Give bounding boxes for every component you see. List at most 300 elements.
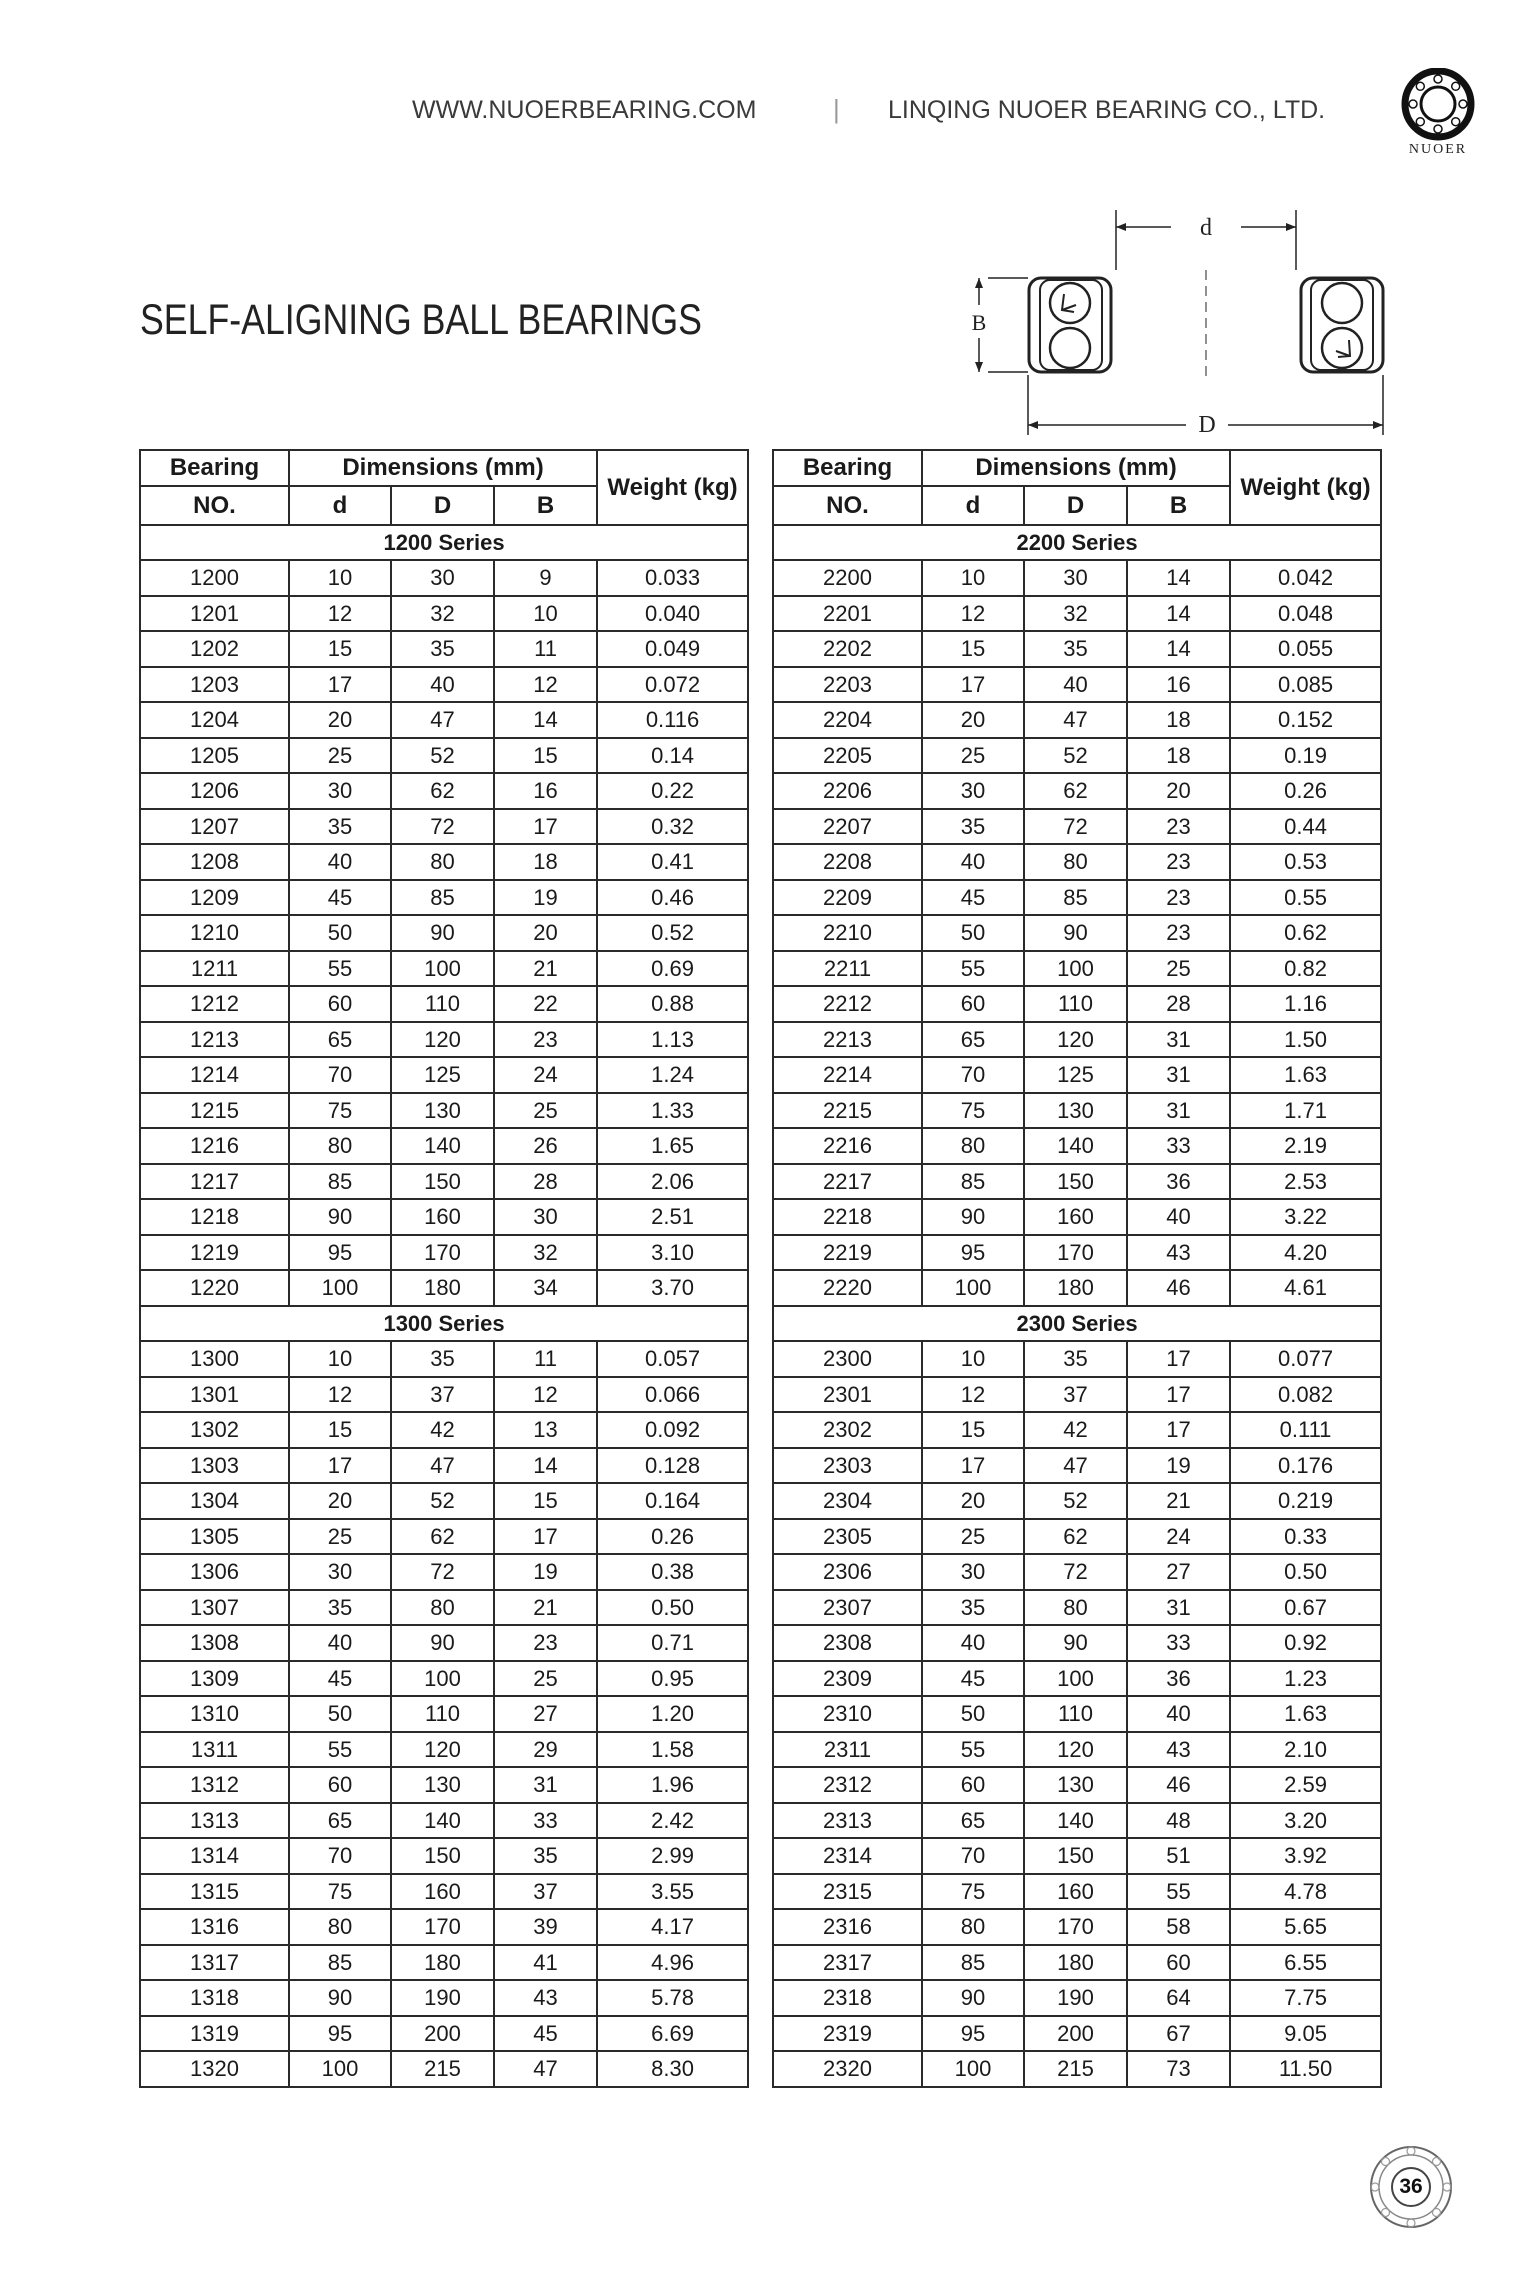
- bearing-no-cell: 1317: [140, 1945, 289, 1981]
- width-B-cell: 33: [1127, 1625, 1230, 1661]
- bore-d-cell: 10: [289, 1341, 391, 1377]
- weight-cell: 0.67: [1230, 1590, 1381, 1626]
- width-B-cell: 27: [494, 1696, 597, 1732]
- bore-d-cell: 55: [289, 1732, 391, 1768]
- weight-cell: 0.040: [597, 596, 748, 632]
- outer-D-cell: 52: [1024, 738, 1127, 774]
- bearing-no-cell: 2311: [773, 1732, 922, 1768]
- weight-cell: 0.92: [1230, 1625, 1381, 1661]
- width-B-cell: 31: [1127, 1093, 1230, 1129]
- outer-D-cell: 42: [1024, 1412, 1127, 1448]
- weight-cell: 4.96: [597, 1945, 748, 1981]
- width-B-cell: 14: [1127, 631, 1230, 667]
- weight-cell: 3.55: [597, 1874, 748, 1910]
- outer-D-cell: 190: [391, 1980, 494, 2016]
- table-row: [140, 1625, 748, 1661]
- bore-d-cell: 20: [289, 1483, 391, 1519]
- outer-D-cell: 100: [1024, 951, 1127, 987]
- bore-d-cell: 15: [922, 1412, 1024, 1448]
- weight-cell: 0.048: [1230, 596, 1381, 632]
- weight-cell: 0.066: [597, 1377, 748, 1413]
- weight-cell: 3.92: [1230, 1838, 1381, 1874]
- outer-D-cell: 35: [391, 1341, 494, 1377]
- table-row: [140, 2051, 748, 2087]
- weight-cell: 0.128: [597, 1448, 748, 1484]
- bearing-no-cell: 1319: [140, 2016, 289, 2052]
- outer-D-cell: 200: [1024, 2016, 1127, 2052]
- bore-d-cell: 90: [922, 1980, 1024, 2016]
- page-number-badge: [1368, 2144, 1454, 2230]
- outer-D-cell: 140: [391, 1803, 494, 1839]
- table-row: [773, 1767, 1381, 1803]
- outer-D-cell: 170: [1024, 1909, 1127, 1945]
- width-B-cell: 17: [1127, 1377, 1230, 1413]
- weight-cell: 5.65: [1230, 1909, 1381, 1945]
- bore-d-cell: 95: [922, 1235, 1024, 1271]
- width-B-cell: 28: [494, 1164, 597, 1200]
- width-B-cell: 9: [494, 560, 597, 596]
- weight-cell: 11.50: [1230, 2051, 1381, 2087]
- bearing-no-cell: 2211: [773, 951, 922, 987]
- bearing-no-cell: 1211: [140, 951, 289, 987]
- bore-d-cell: 65: [289, 1803, 391, 1839]
- width-B-cell: 25: [494, 1661, 597, 1697]
- bearing-no-cell: 1309: [140, 1661, 289, 1697]
- dim-label-B: B: [971, 310, 987, 335]
- width-B-cell: 18: [1127, 738, 1230, 774]
- bearing-no-cell: 2308: [773, 1625, 922, 1661]
- width-B-cell: 17: [1127, 1341, 1230, 1377]
- weight-cell: 9.05: [1230, 2016, 1381, 2052]
- table-row: [773, 2051, 1381, 2087]
- table-row: [140, 1164, 748, 1200]
- bearing-no-cell: 2205: [773, 738, 922, 774]
- table-row: [140, 773, 748, 809]
- bearing-no-cell: 1216: [140, 1128, 289, 1164]
- bearing-no-cell: 1304: [140, 1483, 289, 1519]
- header-d: d: [289, 486, 391, 525]
- width-B-cell: 29: [494, 1732, 597, 1768]
- bore-d-cell: 80: [289, 1909, 391, 1945]
- bearing-no-cell: 1200: [140, 560, 289, 596]
- bearing-no-cell: 1207: [140, 809, 289, 845]
- outer-D-cell: 52: [391, 738, 494, 774]
- width-B-cell: 34: [494, 1270, 597, 1306]
- bearing-no-cell: 1203: [140, 667, 289, 703]
- outer-D-cell: 52: [391, 1483, 494, 1519]
- width-B-cell: 17: [494, 809, 597, 845]
- table-row: [773, 951, 1381, 987]
- bearing-no-cell: 2215: [773, 1093, 922, 1129]
- weight-cell: 2.19: [1230, 1128, 1381, 1164]
- width-B-cell: 47: [494, 2051, 597, 2087]
- width-B-cell: 13: [494, 1412, 597, 1448]
- outer-D-cell: 120: [1024, 1022, 1127, 1058]
- bearing-no-cell: 1318: [140, 1980, 289, 2016]
- width-B-cell: 23: [1127, 915, 1230, 951]
- bearing-no-cell: 2314: [773, 1838, 922, 1874]
- bearing-no-cell: 1212: [140, 986, 289, 1022]
- bearing-no-cell: 2313: [773, 1803, 922, 1839]
- table-row: [140, 1980, 748, 2016]
- weight-cell: 0.072: [597, 667, 748, 703]
- outer-D-cell: 100: [391, 951, 494, 987]
- bore-d-cell: 10: [922, 560, 1024, 596]
- weight-cell: 2.59: [1230, 1767, 1381, 1803]
- table-row: [140, 631, 748, 667]
- bore-d-cell: 25: [922, 738, 1024, 774]
- table-row: [773, 809, 1381, 845]
- width-B-cell: 21: [1127, 1483, 1230, 1519]
- width-B-cell: 73: [1127, 2051, 1230, 2087]
- outer-D-cell: 80: [391, 844, 494, 880]
- outer-D-cell: 62: [391, 773, 494, 809]
- bore-d-cell: 10: [289, 560, 391, 596]
- width-B-cell: 26: [494, 1128, 597, 1164]
- bore-d-cell: 85: [289, 1945, 391, 1981]
- width-B-cell: 37: [494, 1874, 597, 1910]
- outer-D-cell: 180: [1024, 1270, 1127, 1306]
- outer-D-cell: 90: [391, 915, 494, 951]
- table-row: [140, 986, 748, 1022]
- weight-cell: 6.69: [597, 2016, 748, 2052]
- width-B-cell: 19: [494, 1554, 597, 1590]
- weight-cell: 0.152: [1230, 702, 1381, 738]
- outer-D-cell: 100: [391, 1661, 494, 1697]
- table-row: [773, 1057, 1381, 1093]
- outer-D-cell: 160: [391, 1874, 494, 1910]
- weight-cell: 7.75: [1230, 1980, 1381, 2016]
- bore-d-cell: 30: [922, 773, 1024, 809]
- table-row: [773, 1377, 1381, 1413]
- outer-D-cell: 170: [391, 1235, 494, 1271]
- width-B-cell: 14: [1127, 560, 1230, 596]
- outer-D-cell: 80: [1024, 844, 1127, 880]
- bore-d-cell: 95: [922, 2016, 1024, 2052]
- bore-d-cell: 70: [922, 1057, 1024, 1093]
- width-B-cell: 23: [494, 1022, 597, 1058]
- bearing-no-cell: 2320: [773, 2051, 922, 2087]
- header-B: B: [1127, 486, 1230, 525]
- bore-d-cell: 50: [289, 915, 391, 951]
- weight-cell: 0.049: [597, 631, 748, 667]
- bore-d-cell: 55: [922, 1732, 1024, 1768]
- weight-cell: 3.10: [597, 1235, 748, 1271]
- header-D: D: [1024, 486, 1127, 525]
- table-row: [773, 1448, 1381, 1484]
- weight-cell: 1.63: [1230, 1057, 1381, 1093]
- weight-cell: 2.10: [1230, 1732, 1381, 1768]
- outer-D-cell: 35: [391, 631, 494, 667]
- bore-d-cell: 25: [289, 1519, 391, 1555]
- table-row: [773, 1483, 1381, 1519]
- table-row: [140, 1377, 748, 1413]
- bore-d-cell: 90: [289, 1980, 391, 2016]
- bearing-no-cell: 2302: [773, 1412, 922, 1448]
- weight-cell: 4.17: [597, 1909, 748, 1945]
- dim-label-d: d: [1200, 215, 1212, 241]
- bearing-cross-section-diagram: [966, 210, 1386, 440]
- width-B-cell: 24: [494, 1057, 597, 1093]
- bore-d-cell: 95: [289, 2016, 391, 2052]
- weight-cell: 1.23: [1230, 1661, 1381, 1697]
- outer-D-cell: 215: [391, 2051, 494, 2087]
- bore-d-cell: 45: [289, 880, 391, 916]
- bore-d-cell: 100: [922, 2051, 1024, 2087]
- table-row: [140, 1270, 748, 1306]
- table-row: [140, 1838, 748, 1874]
- bearing-no-cell: 2201: [773, 596, 922, 632]
- outer-D-cell: 160: [391, 1199, 494, 1235]
- outer-D-cell: 130: [391, 1767, 494, 1803]
- weight-cell: 2.51: [597, 1199, 748, 1235]
- outer-D-cell: 35: [1024, 1341, 1127, 1377]
- bearing-no-cell: 1205: [140, 738, 289, 774]
- page-title: SELF-ALIGNING BALL BEARINGS: [140, 296, 702, 344]
- bearing-no-cell: 2204: [773, 702, 922, 738]
- bearing-no-cell: 1206: [140, 773, 289, 809]
- outer-D-cell: 37: [1024, 1377, 1127, 1413]
- table-row: [140, 1412, 748, 1448]
- width-B-cell: 27: [1127, 1554, 1230, 1590]
- weight-cell: 0.71: [597, 1625, 748, 1661]
- bearing-no-cell: 2216: [773, 1128, 922, 1164]
- table-row: [773, 986, 1381, 1022]
- bore-d-cell: 15: [289, 631, 391, 667]
- table-row: [140, 1696, 748, 1732]
- bearing-table-right: [772, 449, 1382, 2088]
- table-row: [140, 844, 748, 880]
- outer-D-cell: 85: [391, 880, 494, 916]
- series-header-row: [773, 525, 1381, 561]
- series-label: 2200 Series: [773, 525, 1381, 561]
- width-B-cell: 14: [1127, 596, 1230, 632]
- bore-d-cell: 30: [289, 773, 391, 809]
- width-B-cell: 40: [1127, 1199, 1230, 1235]
- series-label: 2300 Series: [773, 1306, 1381, 1342]
- outer-D-cell: 30: [1024, 560, 1127, 596]
- outer-D-cell: 190: [1024, 1980, 1127, 2016]
- table-row: [140, 1519, 748, 1555]
- weight-cell: 0.41: [597, 844, 748, 880]
- bore-d-cell: 35: [289, 809, 391, 845]
- table-row: [773, 1341, 1381, 1377]
- bore-d-cell: 85: [922, 1164, 1024, 1200]
- bore-d-cell: 20: [922, 702, 1024, 738]
- width-B-cell: 18: [494, 844, 597, 880]
- table-row: [140, 1945, 748, 1981]
- table-row: [773, 1022, 1381, 1058]
- weight-cell: 0.95: [597, 1661, 748, 1697]
- outer-D-cell: 150: [1024, 1838, 1127, 1874]
- weight-cell: 0.111: [1230, 1412, 1381, 1448]
- outer-D-cell: 130: [1024, 1093, 1127, 1129]
- bore-d-cell: 60: [289, 986, 391, 1022]
- weight-cell: 3.22: [1230, 1199, 1381, 1235]
- bore-d-cell: 65: [922, 1803, 1024, 1839]
- weight-cell: 4.20: [1230, 1235, 1381, 1271]
- bore-d-cell: 70: [922, 1838, 1024, 1874]
- weight-cell: 0.44: [1230, 809, 1381, 845]
- bearing-no-cell: 2213: [773, 1022, 922, 1058]
- weight-cell: 3.20: [1230, 1803, 1381, 1839]
- table-row: [773, 1554, 1381, 1590]
- weight-cell: 1.24: [597, 1057, 748, 1093]
- table-row: [140, 1199, 748, 1235]
- width-B-cell: 23: [1127, 880, 1230, 916]
- outer-D-cell: 110: [1024, 1696, 1127, 1732]
- weight-cell: 0.22: [597, 773, 748, 809]
- table-row: [773, 1661, 1381, 1697]
- bearing-no-cell: 2301: [773, 1377, 922, 1413]
- table-row: [140, 738, 748, 774]
- bore-d-cell: 90: [922, 1199, 1024, 1235]
- table-row: [140, 1803, 748, 1839]
- bore-d-cell: 55: [922, 951, 1024, 987]
- outer-D-cell: 180: [1024, 1945, 1127, 1981]
- bore-d-cell: 50: [922, 915, 1024, 951]
- bearing-no-cell: 2219: [773, 1235, 922, 1271]
- bearing-no-cell: 1210: [140, 915, 289, 951]
- logo-text: NUOER: [1408, 142, 1468, 157]
- table-row: [773, 1164, 1381, 1200]
- table-row: [773, 1909, 1381, 1945]
- bore-d-cell: 70: [289, 1838, 391, 1874]
- weight-cell: 1.96: [597, 1767, 748, 1803]
- weight-cell: 0.055: [1230, 631, 1381, 667]
- outer-D-cell: 110: [391, 1696, 494, 1732]
- table-row: [140, 809, 748, 845]
- table-row: [140, 1661, 748, 1697]
- width-B-cell: 60: [1127, 1945, 1230, 1981]
- outer-D-cell: 120: [391, 1022, 494, 1058]
- width-B-cell: 23: [1127, 809, 1230, 845]
- bearing-no-cell: 1215: [140, 1093, 289, 1129]
- table-row: [773, 1874, 1381, 1910]
- bore-d-cell: 35: [922, 809, 1024, 845]
- weight-cell: 0.62: [1230, 915, 1381, 951]
- weight-cell: 0.085: [1230, 667, 1381, 703]
- bearing-no-cell: 1300: [140, 1341, 289, 1377]
- weight-cell: 0.52: [597, 915, 748, 951]
- weight-cell: 1.33: [597, 1093, 748, 1129]
- weight-cell: 0.88: [597, 986, 748, 1022]
- header-d: d: [922, 486, 1024, 525]
- width-B-cell: 17: [494, 1519, 597, 1555]
- width-B-cell: 11: [494, 1341, 597, 1377]
- weight-cell: 0.32: [597, 809, 748, 845]
- bearing-no-cell: 2309: [773, 1661, 922, 1697]
- weight-cell: 0.82: [1230, 951, 1381, 987]
- outer-D-cell: 140: [391, 1128, 494, 1164]
- bearing-no-cell: 1213: [140, 1022, 289, 1058]
- outer-D-cell: 150: [391, 1838, 494, 1874]
- outer-D-cell: 120: [1024, 1732, 1127, 1768]
- weight-cell: 0.38: [597, 1554, 748, 1590]
- bore-d-cell: 55: [289, 951, 391, 987]
- width-B-cell: 32: [494, 1235, 597, 1271]
- weight-cell: 0.33: [1230, 1519, 1381, 1555]
- header-no: NO.: [140, 486, 289, 525]
- weight-cell: 1.20: [597, 1696, 748, 1732]
- bore-d-cell: 40: [289, 844, 391, 880]
- table-row: [140, 702, 748, 738]
- bore-d-cell: 75: [922, 1093, 1024, 1129]
- series-header-row: [140, 525, 748, 561]
- bore-d-cell: 12: [289, 1377, 391, 1413]
- outer-D-cell: 215: [1024, 2051, 1127, 2087]
- table-row: [140, 1022, 748, 1058]
- weight-cell: 4.61: [1230, 1270, 1381, 1306]
- bearing-no-cell: 2303: [773, 1448, 922, 1484]
- table-row: [773, 1199, 1381, 1235]
- series-label: 1300 Series: [140, 1306, 748, 1342]
- bore-d-cell: 10: [922, 1341, 1024, 1377]
- weight-cell: 0.164: [597, 1483, 748, 1519]
- weight-cell: 1.58: [597, 1732, 748, 1768]
- series-header-row: [140, 1306, 748, 1342]
- bearing-no-cell: 2217: [773, 1164, 922, 1200]
- width-B-cell: 28: [1127, 986, 1230, 1022]
- weight-cell: 1.13: [597, 1022, 748, 1058]
- bore-d-cell: 45: [289, 1661, 391, 1697]
- width-B-cell: 48: [1127, 1803, 1230, 1839]
- bearing-no-cell: 1202: [140, 631, 289, 667]
- outer-D-cell: 100: [1024, 1661, 1127, 1697]
- outer-D-cell: 80: [1024, 1590, 1127, 1626]
- bore-d-cell: 15: [289, 1412, 391, 1448]
- bearing-no-cell: 1217: [140, 1164, 289, 1200]
- weight-cell: 0.26: [1230, 773, 1381, 809]
- outer-D-cell: 125: [1024, 1057, 1127, 1093]
- outer-D-cell: 90: [391, 1625, 494, 1661]
- width-B-cell: 35: [494, 1838, 597, 1874]
- website-text: WWW.NUOERBEARING.COM: [412, 96, 757, 124]
- width-B-cell: 10: [494, 596, 597, 632]
- outer-D-cell: 120: [391, 1732, 494, 1768]
- table-row: [773, 1945, 1381, 1981]
- bearing-no-cell: 2305: [773, 1519, 922, 1555]
- width-B-cell: 46: [1127, 1270, 1230, 1306]
- table-row: [140, 1483, 748, 1519]
- bore-d-cell: 12: [289, 596, 391, 632]
- bearing-no-cell: 1313: [140, 1803, 289, 1839]
- width-B-cell: 30: [494, 1199, 597, 1235]
- outer-D-cell: 110: [1024, 986, 1127, 1022]
- table-row: [773, 1519, 1381, 1555]
- bore-d-cell: 95: [289, 1235, 391, 1271]
- width-B-cell: 15: [494, 738, 597, 774]
- table-row: [773, 915, 1381, 951]
- weight-cell: 0.219: [1230, 1483, 1381, 1519]
- table-row: [773, 1093, 1381, 1129]
- weight-cell: 0.082: [1230, 1377, 1381, 1413]
- header-bearing: Bearing: [773, 450, 922, 486]
- weight-cell: 0.53: [1230, 844, 1381, 880]
- outer-D-cell: 200: [391, 2016, 494, 2052]
- width-B-cell: 20: [1127, 773, 1230, 809]
- bore-d-cell: 35: [289, 1590, 391, 1626]
- outer-D-cell: 37: [391, 1377, 494, 1413]
- bore-d-cell: 80: [922, 1128, 1024, 1164]
- width-B-cell: 21: [494, 951, 597, 987]
- table-row: [140, 560, 748, 596]
- bearing-no-cell: 2209: [773, 880, 922, 916]
- weight-cell: 8.30: [597, 2051, 748, 2087]
- outer-D-cell: 90: [1024, 915, 1127, 951]
- width-B-cell: 24: [1127, 1519, 1230, 1555]
- table-row: [140, 1448, 748, 1484]
